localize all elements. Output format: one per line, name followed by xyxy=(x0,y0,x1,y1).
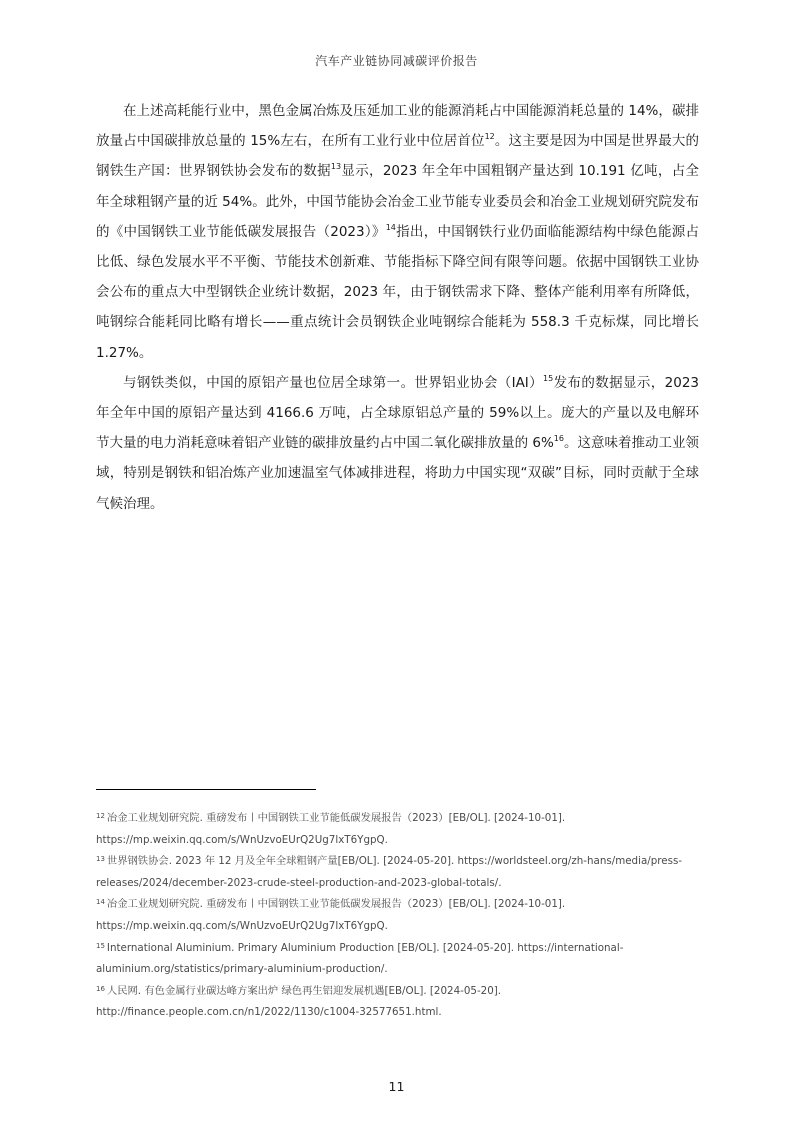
paragraph-text: 指出，中国钢铁行业仍面临能源结构中绿色能源占比低、绿色发展水平不平衡、节能技术创新难、节能指标下降空间有限等问题。依据中国钢铁工业协会公布的重点大中型钢铁企业统计数据，2023 年，由于钢铁需求下降、整体产能利用率有所降低，吨钢综合能耗同比略有增长——重点统计会员钢铁企业吨钢综合能耗为 558.3 千克标煤，同比增长 1.27%。 xyxy=(96,223,700,361)
footnote-number: 13 xyxy=(96,855,105,864)
paragraph-text: 。这意味着推动工业领域，特别是钢铁和铝冶炼产业加速温室气体减排进程，将助力中国实现“双碳”目标，同时贡献于全球气候治理。 xyxy=(96,435,699,512)
footnote-item xyxy=(96,981,706,1024)
footnote-link[interactable]: aluminium.org/statistics/primary-aluminium-production/. xyxy=(96,963,388,976)
footnote-ref[interactable]: 16 xyxy=(553,434,564,444)
paragraph-text: 与钢铁类似，中国的原铝产量也位居全球第一。世界铝业协会（IAI） xyxy=(123,374,544,391)
footnote-number: 14 xyxy=(96,898,105,907)
footnote-text: 冶金工业规划研究院. 重磅发布丨中国钢铁工业节能低碳发展报告（2023）[EB/OL]. [2024-10-01]. xyxy=(106,898,566,911)
footnote-ref[interactable]: 13 xyxy=(330,162,342,172)
footnote-text: 冶金工业规划研究院. 重磅发布丨中国钢铁工业节能低碳发展报告（2023）[EB/OL]. [2024-10-01]. xyxy=(106,812,566,824)
footnote-text: 人民网. 有色金属行业碳达峰方案出炉 绿色再生铝迎发展机遇[EB/OL]. [2024-05-20]. xyxy=(106,984,502,997)
paragraph-text: 。这主要是因为中国是世界最大的钢铁生产国：世界钢铁协会发布的数据 xyxy=(96,133,699,180)
paragraph-steel xyxy=(96,96,699,368)
paragraph-text: 发布的数据显示，2023 年全年中国的原铝产量达到 4166.6 万吨，占全球原铝总产量的 59%以上。庞大的产量以及电解环节大量的电力消耗意味着铝产业链的碳排放量约占中国二氧化碳排放量的 6% xyxy=(96,374,699,452)
paragraph-aluminium xyxy=(96,368,699,519)
footnote-text: International Aluminium. Primary Aluminium Production [EB/OL]. [2024-05-20]. https://international- xyxy=(106,941,624,954)
footnote-ref[interactable]: 12 xyxy=(484,132,495,142)
footnote-item xyxy=(96,894,706,937)
footnote-item xyxy=(96,938,706,981)
page-number: 11 xyxy=(388,1079,405,1094)
main-body xyxy=(96,96,699,519)
footnote-text: 世界钢铁协会. 2023 年 12 月及全年全球粗钢产量[EB/OL]. [2024-05-20]. https://worldsteel.org/zh-hans/media/press- xyxy=(106,855,683,868)
footnote-number: 15 xyxy=(96,941,105,950)
footnotes-section xyxy=(96,808,706,1024)
footnote-item xyxy=(96,808,706,851)
page-header: 汽车产业链协同减碳评价报告 xyxy=(315,54,478,68)
footnote-divider xyxy=(96,789,316,790)
footnote-ref[interactable]: 15 xyxy=(543,373,554,383)
paragraph-text: 显示，2023 年全年中国粗钢产量达到 10.191 亿吨，占全年全球粗钢产量的近 54%。此外，中国节能协会冶金工业节能专业委员会和冶金工业规划研究院发布的《中国钢铁工业节能低碳发展报告（2023）》 xyxy=(96,163,700,240)
footnote-link[interactable]: http://finance.people.com.cn/n1/2022/1130/c1004-32577651.html. xyxy=(96,1006,442,1019)
footnote-link[interactable]: releases/2024/december-2023-crude-steel-production-and-2023-global-totals/. xyxy=(96,876,502,889)
footnote-item xyxy=(96,851,706,894)
footnote-number: 16 xyxy=(96,984,105,993)
footnote-link[interactable]: https://mp.weixin.qq.com/s/WnUzvoEUrQ2Ug7lxT6YgpQ. xyxy=(96,919,388,932)
footnote-ref[interactable]: 14 xyxy=(385,222,396,232)
footnote-link[interactable]: https://mp.weixin.qq.com/s/WnUzvoEUrQ2Ug7lxT6YgpQ. xyxy=(96,833,388,846)
footnote-number: 12 xyxy=(96,812,105,820)
paragraph-text: 在上述高耗能行业中，黑色金属冶炼及压延加工业的能源消耗占中国能源消耗总量的 14%，碳排放量占中国碳排放总量的 15%左右，在所有工业行业中位居首位 xyxy=(96,103,699,150)
